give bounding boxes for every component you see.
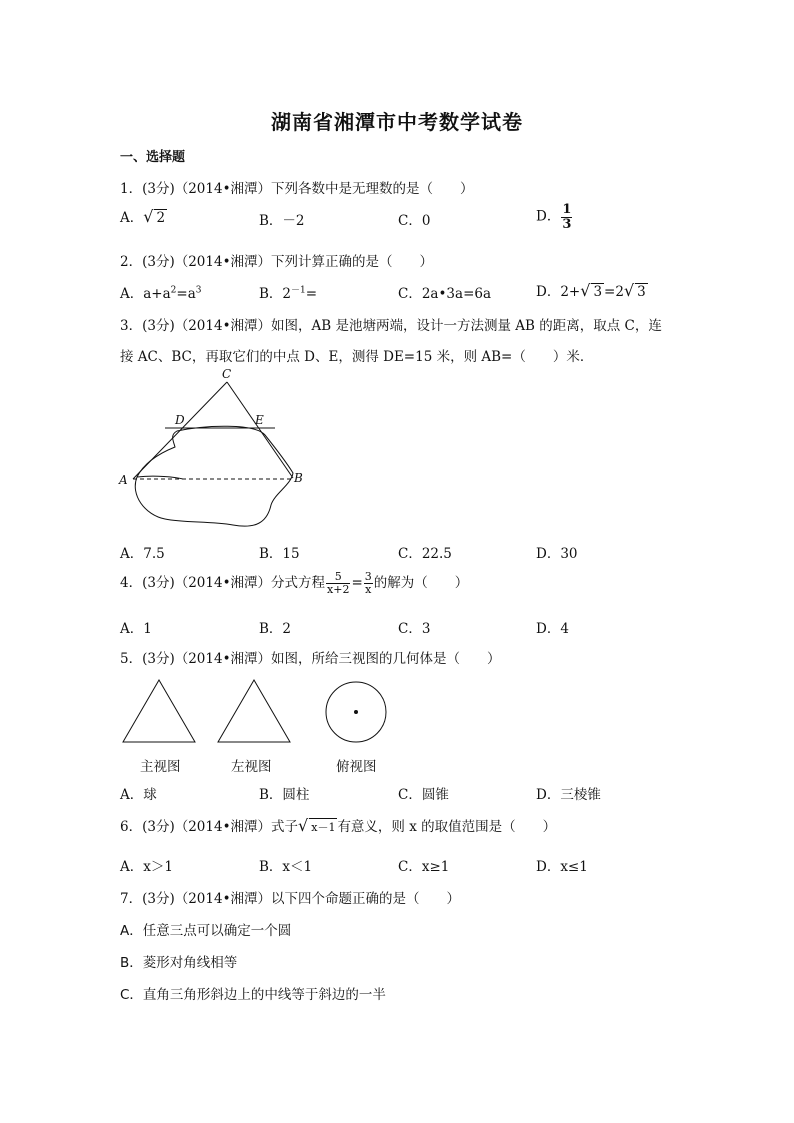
q1-option-b[interactable]: B．－2 xyxy=(259,213,305,229)
three-views-figure xyxy=(118,676,398,746)
question-3-stem-line2: 接 AC、BC，再取它们的中点 D、E，测得 DE=15 米，则 AB=（ ）米． xyxy=(120,349,594,365)
fraction-denominator: 3 xyxy=(562,216,572,232)
q1-option-a[interactable] xyxy=(120,206,167,226)
q4-option-d[interactable]: D．4 xyxy=(536,621,569,637)
q2-option-b[interactable] xyxy=(259,282,317,302)
label-c: C xyxy=(222,367,232,381)
q4-option-c[interactable]: C．3 xyxy=(398,621,431,637)
q2-option-a[interactable] xyxy=(120,282,202,302)
side-view-triangle xyxy=(218,680,290,742)
q2-d-mid: =2 xyxy=(604,284,624,300)
q4-option-b[interactable]: B．2 xyxy=(259,621,292,637)
question-5-stem: 5．(3分)（2014•湘潭）如图，所给三视图的几何体是（ ） xyxy=(120,651,501,667)
question-7-stem: 7．(3分)（2014•湘潭）以下四个命题正确的是（ ） xyxy=(120,891,461,907)
q7-option-c[interactable]: C．直角三角形斜边上的中线等于斜边的一半 xyxy=(120,987,386,1003)
label-e: E xyxy=(255,413,264,427)
top-view-center-dot xyxy=(354,710,358,714)
q6-stem-post: 有意义，则 x 的取值范围是（ ） xyxy=(337,819,557,835)
page-title: 湖南省湘潭市中考数学试卷 xyxy=(271,110,523,134)
q2-option-d[interactable] xyxy=(536,280,648,300)
section-heading: 一、选择题 xyxy=(120,150,186,165)
q5-option-c[interactable]: C．圆锥 xyxy=(398,787,449,803)
side-view-caption: 左视图 xyxy=(231,759,272,775)
label-d: D xyxy=(175,413,185,427)
q2-a-mid: =a xyxy=(176,286,196,302)
q2-a-exp1: 2 xyxy=(170,285,177,296)
q4-fraction-1 xyxy=(326,571,350,595)
q4-stem-post: 的解为（ ） xyxy=(373,575,469,591)
top-view-caption: 俯视图 xyxy=(336,759,377,775)
segment-ac xyxy=(133,382,227,479)
q4-option-a[interactable]: A．1 xyxy=(120,621,152,637)
q1-option-d-label: D． xyxy=(536,208,561,225)
q2-a-exp2: 3 xyxy=(195,285,202,296)
q1-option-a-label: A． xyxy=(120,210,144,226)
q1-option-d-fraction xyxy=(561,203,572,231)
fraction-denominator: x+2 xyxy=(327,583,350,596)
question-1-stem: 1．(3分)（2014•湘潭）下列各数中是无理数的是（ ） xyxy=(120,181,474,197)
question-3-stem-line1: 3．(3分)（2014•湘潭）如图，AB 是池塘两端，设计一方法测量 AB 的距离，取点 C，连 xyxy=(120,318,662,334)
q6-option-d[interactable]: D．x≤1 xyxy=(536,859,588,875)
label-a: A xyxy=(119,473,128,487)
q6-radicand: x－1 xyxy=(309,818,337,835)
q1-option-d[interactable] xyxy=(536,203,573,231)
q1-option-c[interactable]: C．0 xyxy=(398,213,431,229)
label-b: B xyxy=(294,471,303,485)
sqrt-icon: √ xyxy=(143,207,154,226)
q4-stem-pre: 4．(3分)（2014•湘潭）分式方程 xyxy=(120,575,326,591)
q2-option-c[interactable]: C．2a•3a=6a xyxy=(398,286,492,302)
q5-option-d[interactable]: D．三棱锥 xyxy=(536,787,601,803)
q3-option-c[interactable]: C．22.5 xyxy=(398,546,452,562)
q2-d-rad2: 3 xyxy=(637,284,646,300)
q3-option-d[interactable]: D．30 xyxy=(536,546,578,562)
fraction-numerator: 5 xyxy=(326,571,350,584)
q2-a-pre: A．a+a xyxy=(120,286,171,302)
question-4-stem xyxy=(120,571,468,596)
fraction-numerator: 1 xyxy=(562,202,572,217)
q3-option-b[interactable]: B．15 xyxy=(259,546,300,562)
q3-option-a[interactable]: A．7.5 xyxy=(120,546,165,562)
q6-option-a[interactable]: A．x＞1 xyxy=(120,859,173,875)
q2-d-pre: D．2+ xyxy=(536,284,581,300)
q7-option-a[interactable]: A．任意三点可以确定一个圆 xyxy=(120,923,292,939)
q2-d-rad1: 3 xyxy=(593,284,603,300)
q6-option-c[interactable]: C．x≥1 xyxy=(398,859,450,875)
sqrt-icon: √ xyxy=(580,281,591,300)
sqrt-icon: √ xyxy=(623,281,635,300)
fraction-denominator: x xyxy=(365,583,372,596)
sqrt-icon: √ xyxy=(298,816,309,835)
q6-stem-pre: 6．(3分)（2014•湘潭）式子 xyxy=(120,819,299,835)
q2-b-pre: B．2 xyxy=(259,286,292,302)
question-6-stem xyxy=(120,815,556,835)
q2-b-post: = xyxy=(305,286,318,302)
pond-triangle-figure xyxy=(115,365,315,535)
q4-equals: = xyxy=(351,575,363,591)
q6-option-b[interactable]: B．x＜1 xyxy=(259,859,313,875)
question-2-stem: 2．(3分)（2014•湘潭）下列计算正确的是（ ） xyxy=(120,254,434,270)
q2-b-exp: －1 xyxy=(291,285,306,296)
q5-option-b[interactable]: B．圆柱 xyxy=(259,787,310,803)
q4-fraction-2 xyxy=(364,571,373,595)
front-view-caption: 主视图 xyxy=(140,759,181,775)
segment-bc xyxy=(227,382,293,478)
front-view-triangle xyxy=(123,680,195,742)
fraction-numerator: 3 xyxy=(364,570,372,584)
q1-option-a-radicand: 2 xyxy=(156,210,166,226)
q7-option-b[interactable]: B．菱形对角线相等 xyxy=(120,955,238,971)
q5-option-a[interactable]: A．球 xyxy=(120,787,157,803)
